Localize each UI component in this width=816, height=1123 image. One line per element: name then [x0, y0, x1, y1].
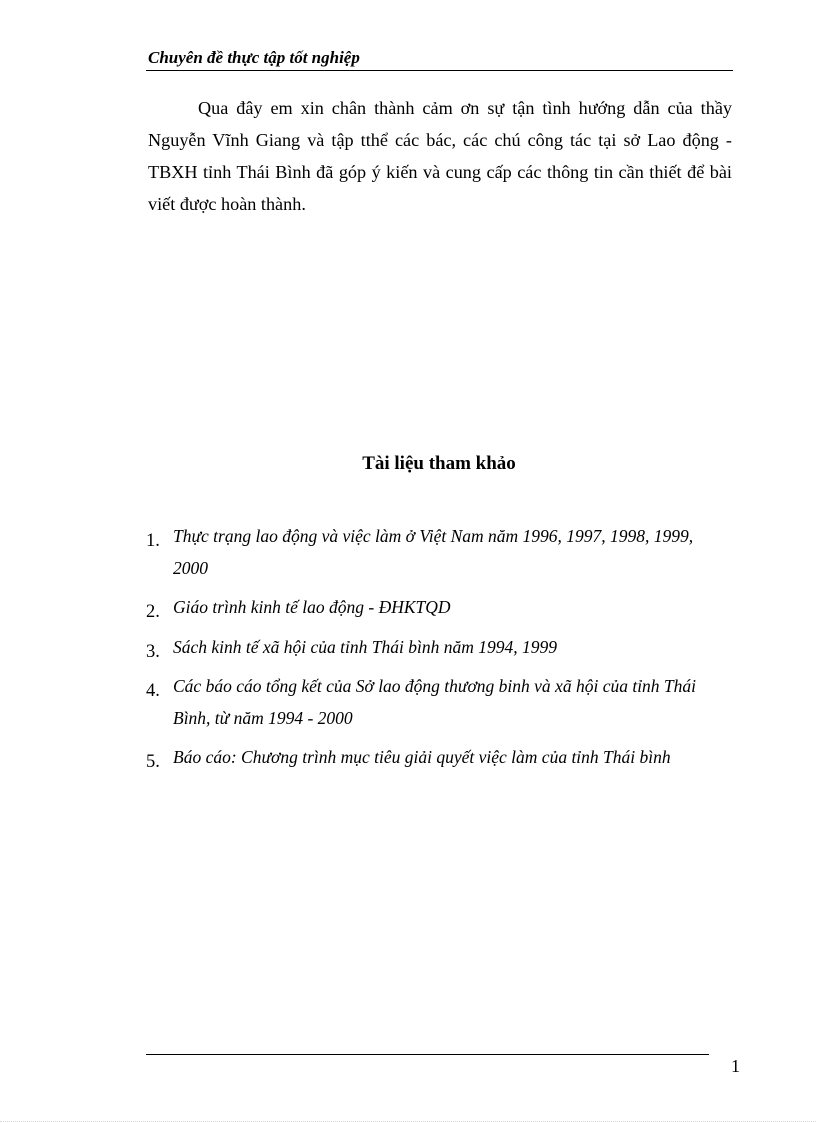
- reference-text: Sách kinh tế xã hội của tỉnh Thái bình năm 1994, 1999: [173, 636, 557, 657]
- reference-number: 1.: [146, 531, 160, 551]
- reference-item: [146, 742, 716, 774]
- header-divider: [146, 70, 733, 71]
- reference-number: 5.: [146, 752, 160, 772]
- reference-item: [146, 521, 716, 584]
- reference-number: 3.: [146, 641, 160, 662]
- reference-text: Giáo trình kinh tế lao động - ĐHKTQD: [173, 597, 451, 617]
- reference-text: Các báo cáo tổng kết của Sở lao động thương binh và xã hội của tỉnh Thái Bình, từ năm 1994 - 2000: [173, 676, 697, 728]
- running-header-title: Chuyên đề thực tập tốt nghiệp: [148, 48, 360, 67]
- reference-text: Báo cáo: Chương trình mục tiêu giải quyết việc làm của tỉnh Thái bình: [173, 747, 671, 767]
- acknowledgement-paragraph: Qua đây em xin chân thành cảm ơn sự tận tình hướng dẫn của thầy Nguyễn Vĩnh Giang và tập tthể các bác, các chú công tác tại sở Lao động - TBXH tỉnh Thái Bình đã góp ý kiến và cung cấp các thông tin cần thiết để bài viết được hoàn thành.: [148, 98, 732, 214]
- page-bottom-edge: [0, 1121, 816, 1122]
- references-list: [146, 521, 716, 782]
- reference-item: [146, 592, 716, 624]
- reference-text: Thực trạng lao động và việc làm ở Việt Nam năm 1996, 1997, 1998, 1999, 2000: [173, 526, 694, 578]
- footer-divider: [146, 1054, 709, 1055]
- reference-number: 2.: [146, 602, 160, 622]
- references-heading: Tài liệu tham khảo: [362, 453, 516, 474]
- reference-item: [146, 632, 716, 664]
- reference-number: 4.: [146, 681, 160, 701]
- page-number: 1: [731, 1056, 740, 1076]
- reference-item: [146, 671, 716, 734]
